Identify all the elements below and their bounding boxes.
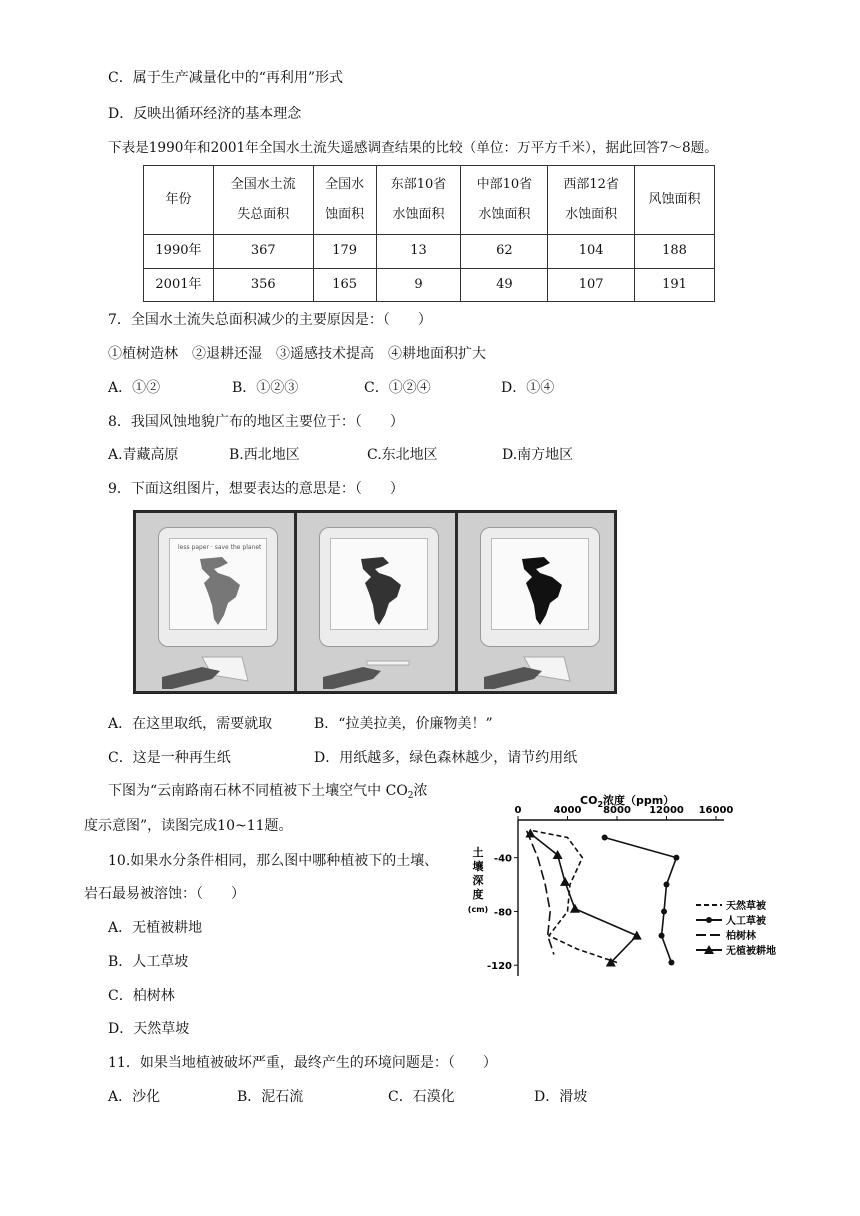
latin-america-map-icon <box>170 539 266 629</box>
x-tick-label: 4000 <box>553 805 582 816</box>
table-cell: 367 <box>213 235 313 269</box>
table-cell: 191 <box>635 268 715 302</box>
table-cell: 13 <box>376 235 461 269</box>
table-row <box>144 235 715 269</box>
co2-concentration-chart <box>458 788 803 983</box>
table-cell: 107 <box>548 268 635 302</box>
series-line-1 <box>533 831 617 963</box>
legend-label: 柏树林 <box>726 931 756 942</box>
q10-option-b: B．人工草坡 <box>108 954 189 970</box>
latin-america-map-icon <box>492 539 588 629</box>
q9-options-row1 <box>108 714 493 734</box>
legend-label: 人工草被 <box>726 916 766 927</box>
table-cell: 356 <box>213 268 313 302</box>
legend-label: 天然草被 <box>726 901 766 912</box>
x-tick-label: 0 <box>514 805 522 816</box>
q11-stem: 11．如果当地植被破坏严重，最终产生的环境问题是：（ ） <box>108 1055 497 1071</box>
option-b: B．①②③ <box>232 380 299 396</box>
option-b: B.西北地区 <box>229 447 300 463</box>
q10-stem-line1: 10.如果水分条件相同，那么图中哪种植被下的土壤、 <box>108 853 439 869</box>
hand-pulling-paper-icon <box>484 655 574 689</box>
y-axis-label-char: 壤 <box>472 860 484 873</box>
series-line-4 <box>530 833 636 962</box>
latin-america-map-icon <box>331 539 427 629</box>
table-cell: 62 <box>461 235 548 269</box>
data-point <box>664 882 670 888</box>
option-c: C.东北地区 <box>367 447 438 463</box>
table-header-cell: 全国水 蚀面积 <box>313 166 376 235</box>
paper-dispenser-photo <box>133 510 617 694</box>
table-header-cell: 西部12省 水蚀面积 <box>548 166 635 235</box>
table-cell: 2001年 <box>144 268 214 302</box>
y-axis-label-char: (cm) <box>467 905 489 914</box>
q8-options <box>108 445 573 465</box>
legend-label: 无植被耕地 <box>726 946 776 957</box>
q6-option-c: C．属于生产减量化中的“再利用”形式 <box>108 70 344 86</box>
soil-erosion-table <box>143 165 715 302</box>
x-tick-label: 12000 <box>649 805 684 816</box>
chart-title: $CO_2$浓度（ppm） <box>580 794 675 809</box>
x-tick-label: 8000 <box>603 805 631 816</box>
y-tick-label: -80 <box>493 907 512 919</box>
option-d: D．用纸越多，绿色森林越少，请节约用纸 <box>314 750 578 766</box>
option-d: D．滑坡 <box>534 1089 588 1105</box>
q7-items: ①植树造林 ②退耕还湿 ③遥感技术提高 ④耕地面积扩大 <box>108 346 486 362</box>
intro-10-11-line2: 度示意图”，读图完成10~11题。 <box>84 818 293 834</box>
y-axis-label-char: 深 <box>472 874 484 887</box>
y-axis-label-char: 土 <box>472 846 484 859</box>
data-point <box>668 960 674 966</box>
option-c: C．①②④ <box>364 380 431 396</box>
table-header-row <box>144 166 715 235</box>
option-c: C．这是一种再生纸 <box>108 750 231 766</box>
y-tick-label: -120 <box>486 961 512 973</box>
table-row <box>144 268 715 302</box>
data-point <box>632 931 642 940</box>
q10-option-d: D．天然草坡 <box>108 1021 190 1037</box>
option-b: B．“拉美拉美，价廉物美！” <box>314 716 493 732</box>
dispenser-panel-1: less paper · save the planet <box>136 513 294 691</box>
table-header-cell: 东部10省 水蚀面积 <box>376 166 461 235</box>
data-point <box>661 908 667 914</box>
option-a: A.青藏高原 <box>108 447 179 463</box>
table-cell: 1990年 <box>144 235 214 269</box>
q8-stem: 8．我国风蚀地貌广布的地区主要位于：（ ） <box>108 414 404 430</box>
table-cell: 179 <box>313 235 376 269</box>
q10-option-a: A．无植被耕地 <box>108 920 203 936</box>
data-point <box>659 933 665 939</box>
option-d: D．①④ <box>501 380 555 396</box>
table-cell: 104 <box>548 235 635 269</box>
intro-10-11-line1: 下图为“云南路南石林不同植被下土壤空气中 $CO_2$浓 <box>108 783 428 801</box>
option-b: B．泥石流 <box>237 1089 304 1105</box>
table-header-cell: 中部10省 水蚀面积 <box>461 166 548 235</box>
data-point <box>602 834 608 840</box>
q9-stem: 9．下面这组图片，想要表达的意思是：（ ） <box>108 481 404 497</box>
x-tick-label: 16000 <box>698 805 734 816</box>
option-a: A．①② <box>108 380 161 396</box>
q10-stem-line2: 岩石最易被溶蚀：（ ） <box>84 886 245 902</box>
table-cell: 188 <box>635 235 715 269</box>
legend-marker <box>706 917 712 923</box>
y-axis-label-char: 度 <box>472 888 484 901</box>
table-header-cell: 全国水土流 失总面积 <box>213 166 313 235</box>
data-point <box>560 877 570 886</box>
table-cell: 9 <box>376 268 461 302</box>
dispenser-panel-3 <box>458 513 614 691</box>
table-intro: 下表是1990年和2001年全国水土流失遥感调查结果的比较（单位：万平方千米），据此回答7～8题。 <box>108 140 718 156</box>
q10-option-c: C．柏树林 <box>108 988 175 1004</box>
table-header-cell: 年份 <box>144 166 214 235</box>
option-a: A．在这里取纸，需要就取 <box>108 716 273 732</box>
q7-stem: 7．全国水土流失总面积减少的主要原因是：（ ） <box>108 312 432 328</box>
option-c: C．石漠化 <box>388 1089 455 1105</box>
data-point <box>570 904 580 913</box>
table-header-cell: 风蚀面积 <box>635 166 715 235</box>
q9-options-row2 <box>108 748 577 768</box>
q11-options <box>108 1087 587 1107</box>
table-cell: 165 <box>313 268 376 302</box>
series-line-2 <box>605 837 677 962</box>
q6-option-d: D．反映出循环经济的基本理念 <box>108 106 302 122</box>
y-tick-label: -40 <box>493 853 512 865</box>
option-a: A．沙化 <box>108 1089 161 1105</box>
option-d: D.南方地区 <box>502 447 574 463</box>
hand-pulling-paper-icon <box>323 655 413 689</box>
data-point <box>673 855 679 861</box>
hand-pulling-paper-icon <box>162 655 252 689</box>
table-cell: 49 <box>461 268 548 302</box>
dispenser-panel-2 <box>297 513 455 691</box>
q7-options <box>108 378 554 398</box>
